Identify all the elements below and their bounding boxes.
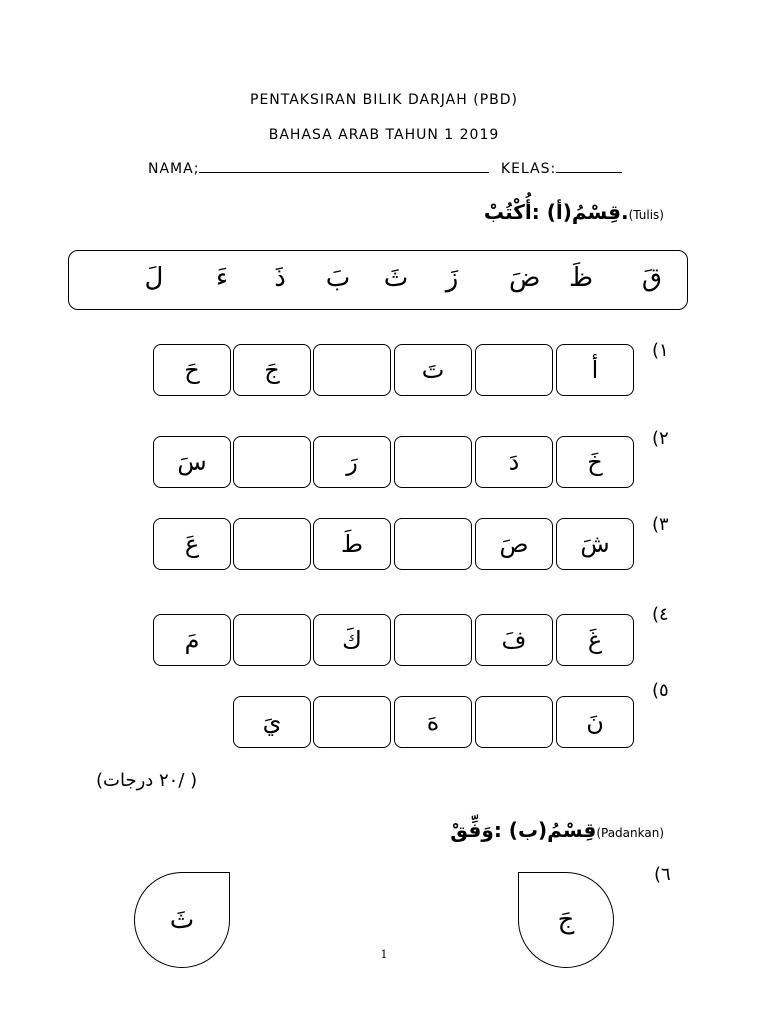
question-number: (٥ (652, 680, 669, 701)
bank-letter: ظَ (568, 263, 594, 293)
letter-box: حَ (153, 344, 231, 396)
name-field[interactable] (199, 160, 489, 173)
class-field[interactable] (556, 160, 622, 173)
section-b-heading (450, 818, 664, 842)
answer-box[interactable] (475, 696, 553, 748)
letter-box: يَ (233, 696, 311, 748)
question-number: (٢ (652, 428, 669, 449)
bank-letter: ثَ (383, 263, 409, 293)
answer-box[interactable] (394, 614, 472, 666)
letter-box: طَ (313, 518, 391, 570)
letter-bank (68, 250, 688, 310)
letter-box: نَ (556, 696, 634, 748)
letter-box: هَ (394, 696, 472, 748)
header-subtitle: BAHASA ARAB TAHUN 1 2019 (268, 127, 500, 143)
letter-box: دَ (475, 436, 553, 488)
bank-letter: ءَ (215, 263, 229, 293)
letter-box: أ (556, 344, 634, 396)
match-shape-right[interactable]: جَ (518, 872, 614, 968)
question-number: (٣ (652, 514, 669, 535)
page-number: 1 (380, 948, 388, 961)
bank-letter: ذَ (274, 263, 286, 293)
score-marks: ( /٢٠ درجات) (96, 770, 198, 791)
match-shape-left[interactable]: ثَ (134, 872, 230, 968)
bank-letter: ضَ (509, 263, 541, 293)
answer-box[interactable] (394, 518, 472, 570)
letter-box: جَ (233, 344, 311, 396)
answer-box[interactable] (233, 518, 311, 570)
letter-box: غَ (556, 614, 634, 666)
answer-box[interactable] (394, 436, 472, 488)
name-label: NAMA; (148, 161, 200, 177)
bank-letter: بَ (325, 263, 351, 293)
letter-box: رَ (313, 436, 391, 488)
letter-box: مَ (153, 614, 231, 666)
letter-box: كَ (313, 614, 391, 666)
bank-letter: قَ (641, 263, 663, 293)
letter-box: شَ (556, 518, 634, 570)
question-number: (١ (652, 340, 669, 361)
letter-box: تَ (394, 344, 472, 396)
section-b-hint: (Padankan) (596, 826, 664, 840)
section-a-title: قِسْمُ(أ) :أُكْتُبْ. (483, 200, 629, 224)
letter-box: خَ (556, 436, 634, 488)
letter-box: عَ (153, 518, 231, 570)
answer-box[interactable] (313, 696, 391, 748)
answer-box[interactable] (233, 436, 311, 488)
section-b-title: قِسْمُ(ب) :وَفِّقْ (450, 818, 597, 842)
header-title: PENTAKSIRAN BILIK DARJAH (PBD) (250, 92, 518, 108)
letter-box: فَ (475, 614, 553, 666)
bank-letter: لَ (144, 263, 164, 293)
answer-box[interactable] (233, 614, 311, 666)
bank-letter: زَ (445, 263, 459, 293)
letter-box: صَ (475, 518, 553, 570)
question-number: (٦ (654, 864, 671, 885)
name-class-row (148, 160, 622, 177)
answer-box[interactable] (313, 344, 391, 396)
section-a-heading (484, 200, 664, 224)
answer-box[interactable] (475, 344, 553, 396)
letter-box: سَ (153, 436, 231, 488)
section-a-hint: (Tulis) (628, 208, 664, 222)
class-label: KELAS: (500, 161, 557, 177)
question-number: (٤ (652, 604, 669, 625)
